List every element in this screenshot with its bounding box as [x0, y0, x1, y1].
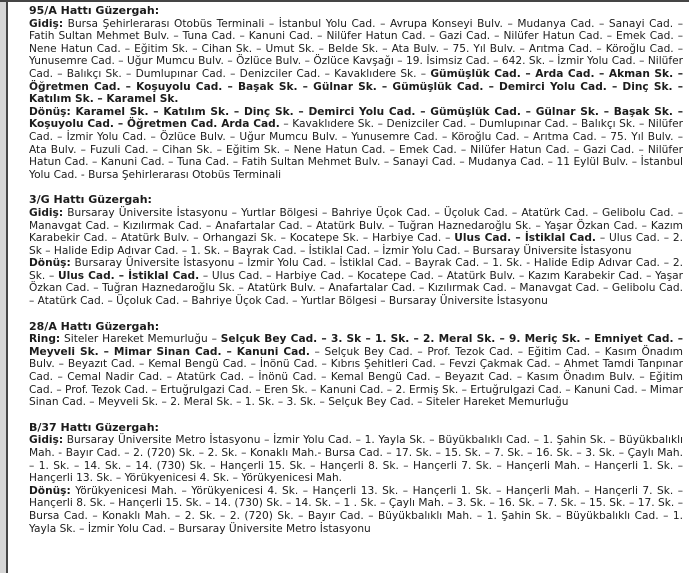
- route-text-bold: Ulus Cad. – İstiklal Cad.: [58, 269, 200, 282]
- route-paragraph-donus: [29, 106, 683, 182]
- route-paragraph-gidis: [29, 434, 683, 484]
- route-text-bold: Selçuk Bey Cad. – 3. Sk – 1. Sk. – 2. Meral Sk. – 9. Meriç Sk. – Emniyet Cad. – Meyveli Sk. – Mimar Sinan Cad. – Kanuni Cad.: [29, 333, 683, 358]
- route-section-title: 3/G Hattı Güzergah:: [29, 193, 152, 207]
- route-text-bold: Ulus Cad. – İstiklal Cad.: [454, 232, 596, 245]
- route-text-bold: Dönüş:: [29, 484, 71, 497]
- route-text: Bursaray Üniversite İstasyonu – Yurtlar Bölgesi – Bahriye Üçok Cad. – Üçoluk Cad. – Atatürk Cad. – Gelibolu Cad. – Manavgat Cad. – Kızılırmak Cad. – Anafartalar Cad. – Atatürk Bulv. – Tuğran Haznedaroğlu Sk. – Yaşar Özkan Cad. – Kazım Karabekir Cad. – Atatürk Bulv. – Orhangazi Sk. – Kocatepe Sk. – Harbiye Cad. –: [29, 206, 683, 245]
- route-text: Bursaray Üniversite İstasyonu – İzmir Yolu Cad. – İstiklal Cad. – Bayrak Cad. – 1. Sk. - Halide Edip Adıvar Cad. – 2. Sk. –: [29, 257, 683, 282]
- route-section-95a: [29, 5, 683, 181]
- route-text: – Ulus Cad. – 2. Sk – Halide Edip Adıvar Cad. – 1. Sk. – Bayrak Cad. – İstiklal Cad. – İzmir Yolu Cad. – Bursaray Üniversite İstasyonu: [29, 232, 684, 257]
- route-section-title: B/37 Hattı Güzergah:: [29, 420, 159, 434]
- route-text-bold: Dönüş:: [29, 257, 71, 270]
- route-text: Siteler Hareket Memurluğu –: [60, 333, 221, 346]
- route-text-bold: Gidiş:: [29, 17, 64, 30]
- route-section-title: 95/A Hattı Güzergah:: [29, 4, 160, 17]
- route-text: Bursa Şehirlerarası Otobüs Terminali – İstanbul Yolu Cad. – Avrupa Konseyi Bulv. – Mudanya Cad. – Sanayi Cad. – Fatih Sultan Mehmet Bulv. – Tuna Cad. – Kanuni Cad. – Nilüfer Hatun Cad. – Gazi Cad. – Nilüfer Hatun Cad. – Emek Cad. – Nene Hatun Cad. – Eğitim Sk. – Cihan Sk. – Umut Sk. – Belde Sk. – Ata Bulv. – 75. Yıl Bulv. – Arıtma Cad. – Köroğlu Cad. – Yunusemre Cad. – Uğur Mumcu Bulv. – Özlüce Bulv. – Özlüce Kavşağı – 19. İsimsiz Cad. – 642. Sk. – İzmir Yolu Cad. – Nilüfer Cad. – Balıkçı Sk. – Dumlupınar Cad. – Denizciler Cad. – Kavaklıdere Sk. –: [29, 17, 683, 80]
- route-text-bold: Gümüşlük Cad. – Arda Cad. – Akman Sk. – Öğretmen Cad. – Koşuyolu Cad. – Başak Sk. – Gülnar Sk. – Gümüşlük Cad. – Demirci Yolu Cad. – Dinç Sk. – Katılım Sk. – Karamel Sk.: [29, 67, 683, 106]
- route-paragraph-ring: [29, 333, 683, 409]
- route-paragraph-gidis: [29, 18, 683, 106]
- route-section-title: 28/A Hattı Güzergah:: [29, 319, 160, 333]
- route-document: [8, 2, 689, 535]
- route-paragraph-donus: [29, 257, 683, 307]
- page-left-edge: [0, 2, 8, 573]
- route-paragraph-gidis: [29, 207, 683, 257]
- route-text-bold: Gidiş:: [29, 434, 64, 447]
- route-text-bold: Gidiş:: [29, 206, 64, 219]
- route-text: Bursaray Üniversite Metro İstasyonu – İzmir Yolu Cad. – 1. Yayla Sk. – Büyükbalıklı Cad. – 1. Şahin Sk. – Büyükbalıklı Mah. - Bayır Cad. – 2. (720) Sk. – 2. Sk. – Konaklı Mah.- Bursa Cad. – 17. Sk. – 15. Sk. – 7. Sk. – 16. Sk. – 3. Sk. – Çaylı Mah. – 1. Sk. – 14. Sk. – 14. (730) Sk. – Hançerli 15. Sk. – Hançerli 8. Sk. – Hançerli 7. Sk. – Hançerli Mah. – Hançerli 1. Sk. – Hançerli 13. Sk. – Yörükyenicesi 4. Sk. – Yörükyenicesi Mah.: [29, 434, 683, 485]
- route-text: – Ulus Cad. – Harbiye Cad. – Kocatepe Cad. – Atatürk Bulv. – Kazım Karabekir Cad. – Yaşar Özkan Cad. – Tuğran Haznedaroğlu Sk. – Atatürk Bulv. – Anafartalar Cad. – Kızılırmak Cad. – Manavgat Cad. – Gelibolu Cad. – Atatürk Cad. – Üçoluk Cad. – Bahriye Üçok Cad. – Yurtlar Bölgesi – Bursaray Üniversite İstasyonu: [29, 269, 683, 308]
- route-text: – Selçuk Bey Cad. – Prof. Tezok Cad. – Eğitim Cad. – Kasım Önadım Bulv. – Beyazıt Cad. – Kemal Bengü Cad. – İnönü Cad. – Kıbrıs Şehitleri Cad. – Fevzi Çakmak Cad. – Ahmet Tamdi Tanpınar Cad. – Cemal Nadir Cad. – Atatürk Cad. – İnönü Cad. – Kemal Bengü Cad. – Beyazıt Cad. – Kasım Önadım Bulv. – Eğitim Cad. – Prof. Tezok Cad. – Ertuğrulgazi Cad. – Eren Sk. – Kanuni Cad. – 2. Ermiş Sk. – Ertuğrulgazi Cad. – Kanuni Cad. – Mimar Sinan Cad. – Meyveli Sk. – 2. Meral Sk. – 1. Sk. – 3. Sk. – Selçuk Bey Cad. – Siteler Hareket Memurluğu: [29, 345, 683, 409]
- route-section-28a: [29, 321, 683, 409]
- route-section-3g: [29, 194, 683, 307]
- route-section-b37: [29, 422, 683, 535]
- route-text-bold: Dönüş: Karamel Sk. – Katılım Sk. – Dinç Sk. – Demirci Yolu Cad. – Gümüşlük Cad. – Gülnar Sk. – Başak Sk. – Koşuyolu Cad. – Öğretmen Cad. Arda Cad.: [29, 105, 683, 131]
- route-text: Yörükyenicesi Mah. – Yörükyenicesi 4. Sk. – Hançerli 13. Sk. – Hançerli 1. Sk. – Hançerli Mah. – Hançerli 7. Sk. – Hançerli 8. Sk. – Hançerli 15. Sk. – 14. (730) Sk. – 14. Sk. – 1 . Sk. – Çaylı Mah. – 3. Sk. – 16. Sk. – 7. Sk. – 15. Sk. – 17. Sk. – Bursa Cad. – Konaklı Mah. – 2. Sk. – 2. (720) Sk. – Bayır Cad. – Büyükbalıklı Mah. – 1. Şahin Sk. – Büyükbalıklı Cad. – 1. Yayla Sk. – İzmir Yolu Cad. – Bursaray Üniversite Metro İstasyonu: [29, 484, 683, 535]
- route-paragraph-donus: [29, 485, 683, 535]
- route-text: – Kavaklıdere Sk. – Denizciler Cad. – Dumlupınar Cad. – Balıkçı Sk. – Nilüfer Cad. – İzmir Yolu Cad. – Özlüce Bulv. – Uğur Mumcu Bulv. – Yunusemre Cad. – Köroğlu Cad. – Arıtma Cad. – 75. Yıl Bulv. – Ata Bulv. – Fuzuli Cad. – Cihan Sk. – Eğitim Sk. – Nene Hatun Cad. – Emek Cad. – Nilüfer Hatun Cad. – Gazi Cad. – Nilüfer Hatun Cad. – Kanuni Cad. – Tuna Cad. – Fatih Sultan Mehmet Bulv. – Sanayi Cad. – Mudanya Cad. – 11 Eylül Bulv. – İstanbul Yolu Cad. - Bursa Şehirlerarası Otobüs Terminali: [29, 118, 683, 181]
- route-text-bold: Ring:: [29, 333, 61, 346]
